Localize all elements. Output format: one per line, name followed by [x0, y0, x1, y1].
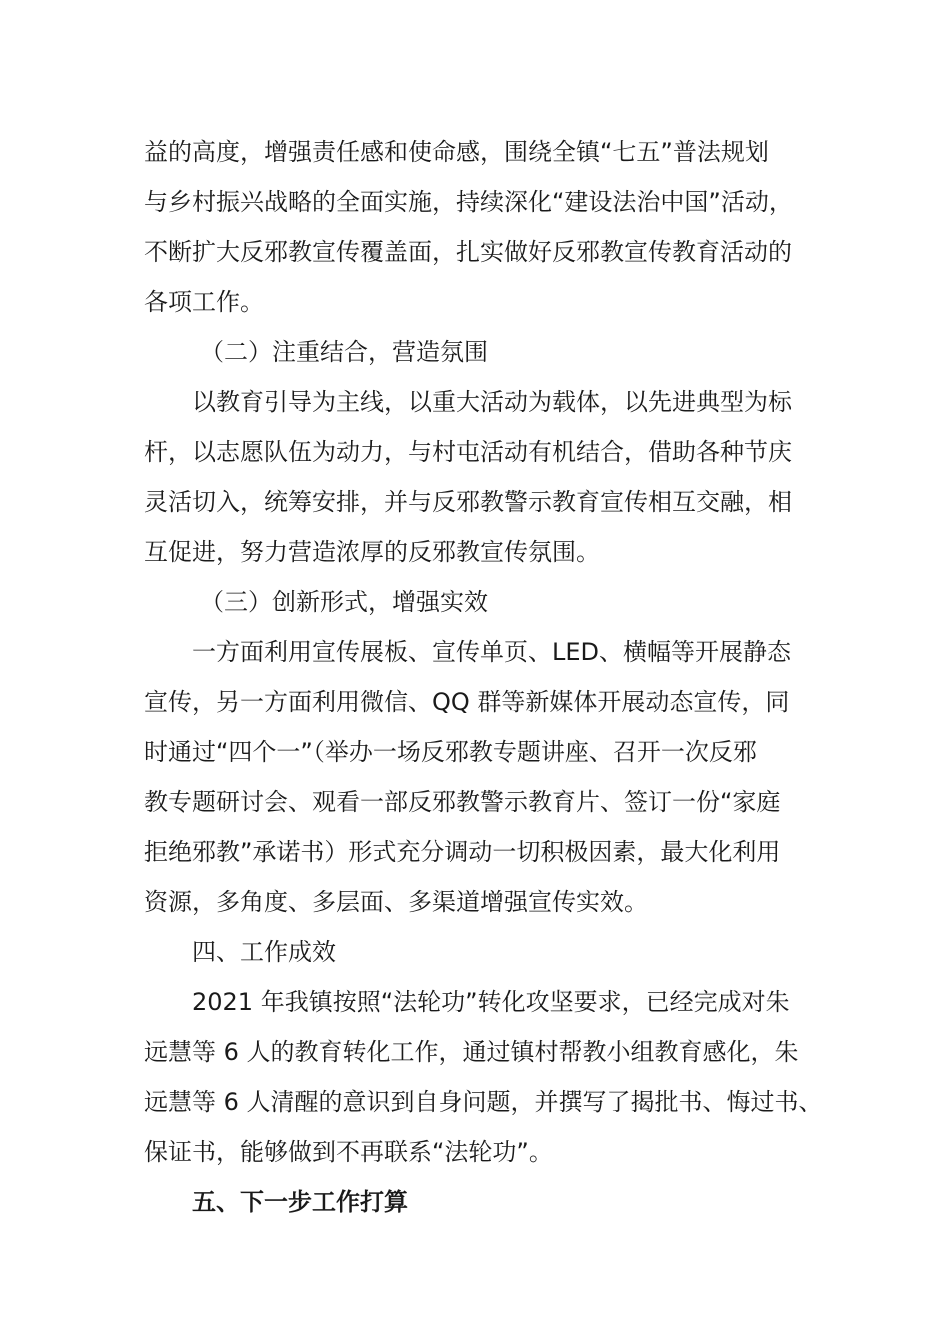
section-heading: （三）创新形式，增强实效 [200, 588, 488, 616]
paragraph-line: 远慧等 6 人的教育转化工作，通过镇村帮教小组教育感化，朱 [144, 1038, 799, 1066]
paragraph-line: 各项工作。 [144, 288, 264, 316]
paragraph-line: 远慧等 6 人清醒的意识到自身问题，并撰写了揭批书、悔过书、 [144, 1088, 823, 1116]
paragraph-line: 与乡村振兴战略的全面实施，持续深化“建设法治中国”活动， [144, 188, 793, 216]
paragraph-line: 时通过“四个一”（举办一场反邪教专题讲座、召开一次反邪 [144, 738, 757, 766]
paragraph-line: 一方面利用宣传展板、宣传单页、LED、横幅等开展静态 [192, 638, 792, 666]
section-heading: （二）注重结合，营造氛围 [200, 338, 488, 366]
paragraph-line: 不断扩大反邪教宣传覆盖面，扎实做好反邪教宣传教育活动的 [144, 238, 792, 266]
paragraph-line: 2021 年我镇按照“法轮功”转化攻坚要求，已经完成对朱 [192, 988, 790, 1016]
paragraph-line: 教专题研讨会、观看一部反邪教警示教育片、签订一份“家庭 [144, 788, 781, 816]
paragraph-line: 益的高度，增强责任感和使命感，围绕全镇“七五”普法规划 [144, 138, 769, 166]
paragraph-line: 保证书，能够做到不再联系“法轮功”。 [144, 1138, 553, 1166]
paragraph-line: 资源，多角度、多层面、多渠道增强宣传实效。 [144, 888, 648, 916]
paragraph-line: 宣传，另一方面利用微信、QQ 群等新媒体开展动态宣传，同 [144, 688, 790, 716]
section-heading: 四、工作成效 [192, 938, 336, 966]
paragraph-line: 拒绝邪教”承诺书）形式充分调动一切积极因素，最大化利用 [144, 838, 781, 866]
paragraph-line: 杆，以志愿队伍为动力，与村屯活动有机结合，借助各种节庆 [144, 438, 792, 466]
paragraph-line: 以教育引导为主线，以重大活动为载体，以先进典型为标 [192, 388, 792, 416]
paragraph-line: 互促进，努力营造浓厚的反邪教宣传氛围。 [144, 538, 600, 566]
section-heading-bold: 五、下一步工作打算 [192, 1188, 408, 1216]
paragraph-line: 灵活切入，统筹安排，并与反邪教警示教育宣传相互交融，相 [144, 488, 792, 516]
